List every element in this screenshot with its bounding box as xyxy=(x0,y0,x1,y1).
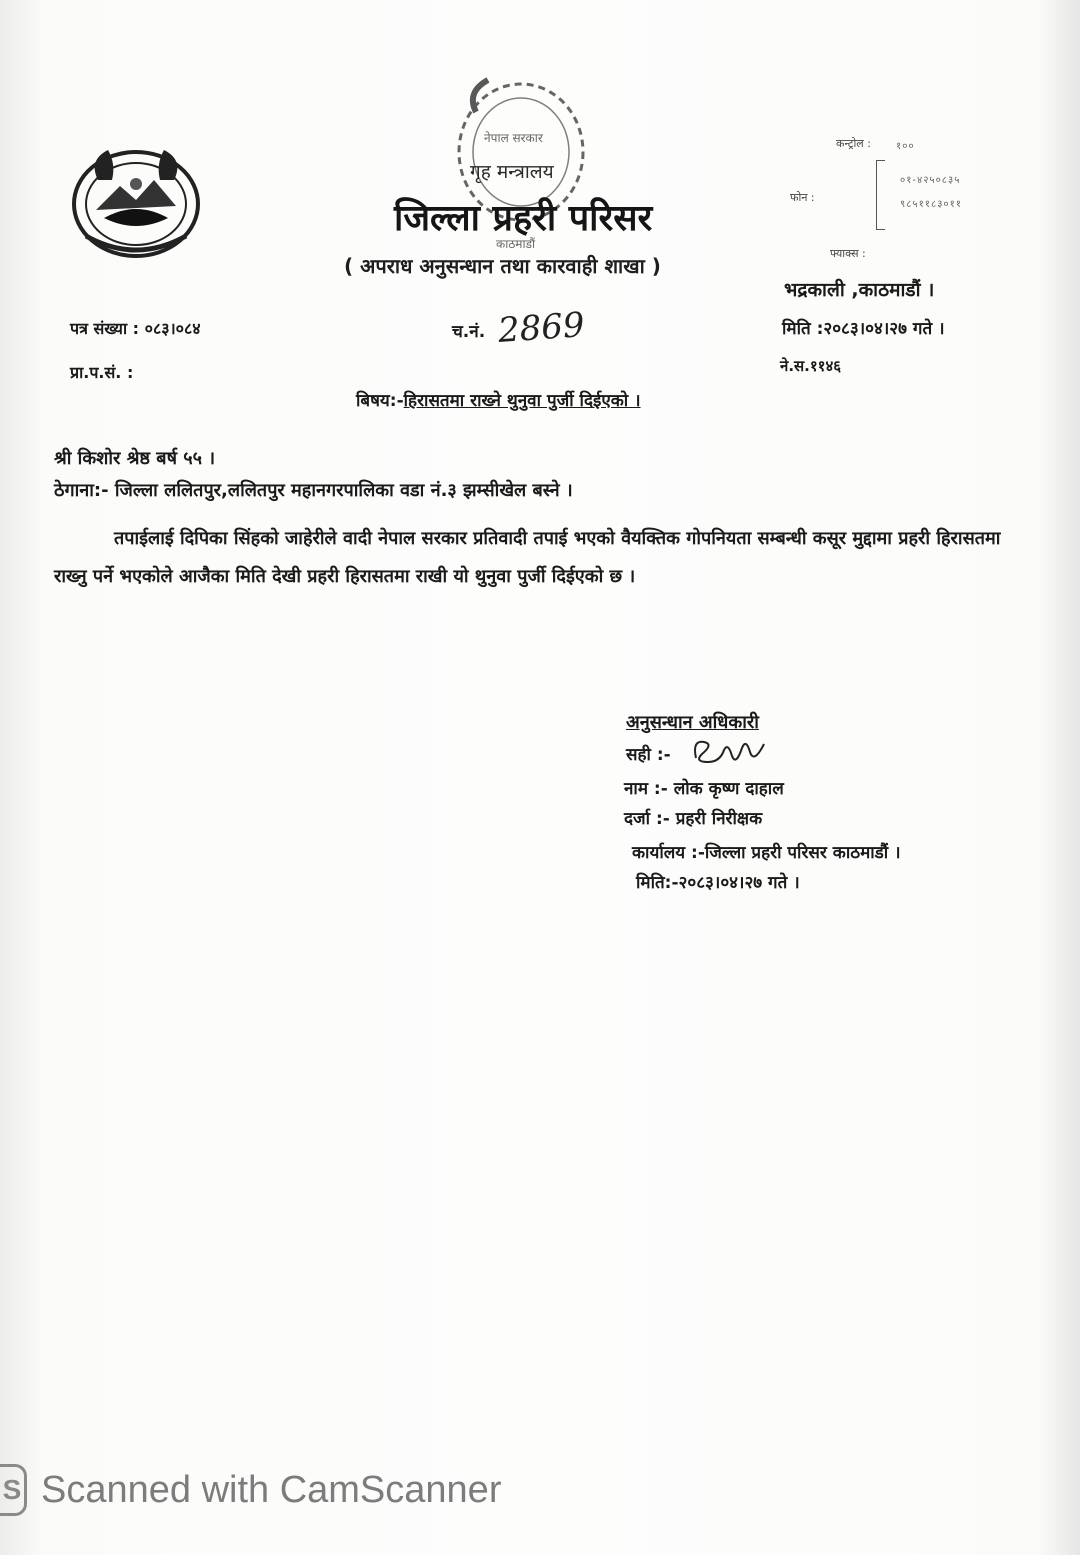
stamp-text-top: नेपाल सरकार xyxy=(484,131,543,145)
office-title: जिल्ला प्रहरी परिसर xyxy=(394,198,653,239)
reference-number: पत्र संख्या : ०८३।०८४ xyxy=(70,319,201,338)
extension-value: १०० xyxy=(896,141,915,152)
camscanner-logo-icon: S xyxy=(0,1464,27,1516)
subject-line xyxy=(356,388,641,411)
previous-reference: प्रा.प.सं. : xyxy=(70,363,134,382)
branch-name: ( अपराध अनुसन्धान तथा कारवाही शाखा ) xyxy=(344,254,661,278)
handwritten-signature xyxy=(690,732,770,772)
office-address: भद्रकाली ,काठमाडौं । xyxy=(784,279,935,301)
phone-number-1: ०१-४२५०८३५ xyxy=(900,175,961,186)
camscanner-text: Scanned with CamScanner xyxy=(41,1468,502,1511)
dispatch-label: च.नं. xyxy=(452,322,486,342)
recipient-name: श्री किशोर श्रेष्ठ बर्ष ५५ । xyxy=(54,448,216,469)
nepal-emblem-logo xyxy=(68,140,204,260)
dispatch-number-handwritten: 2869 xyxy=(496,305,586,351)
ministry-name: गृह मन्त्रालय xyxy=(470,161,554,183)
letter-date: मिति :२०८३।०४।२७ गते । xyxy=(782,319,945,339)
camscanner-watermark xyxy=(0,1462,501,1518)
phone-bracket xyxy=(876,160,885,230)
phone-label: फोन : xyxy=(790,191,815,204)
signatory-name: नाम :- लोक कृष्ण दाहाल xyxy=(624,779,784,799)
subject-text: हिरासतमा राख्ने थुनुवा पुर्जी दिईएको । xyxy=(403,391,641,411)
signatory-rank: दर्जा :- प्रहरी निरीक्षक xyxy=(624,809,763,829)
phone-number-2: ९८५११८३०११ xyxy=(900,199,962,210)
signatory-office: कार्यालय :-जिल्ला प्रहरी परिसर काठमाडौं । xyxy=(632,843,901,863)
nepal-sambat-date: ने.स.११४६ xyxy=(780,357,842,375)
signatory-title: अनुसन्धान अधिकारी xyxy=(626,712,759,733)
stamp-text-bottom: काठमाडौं xyxy=(496,237,536,251)
letter-body: तपाईलाई दिपिका सिंहको जाहेरीले वादी नेपाल सरकार प्रतिवादी तपाई भएको वैयक्तिक गोपनियता सम्बन्धी कसूर मुद्दामा प्रहरी हिरासतमा राख्नु पर्ने भएकोले आजैका मिति देखी प्रहरी हिरासतमा राखी यो थुनुवा पुर्जी दिईएको छ । xyxy=(54,528,1001,587)
signature-label: सही :- xyxy=(626,745,671,765)
signatory-date: मिति:-२०८३।०४।२७ गते । xyxy=(636,873,800,893)
subject-label: बिषय:- xyxy=(356,391,404,411)
fax-label: फ्याक्स : xyxy=(830,247,866,260)
recipient-address: ठेगाना:- जिल्ला ललितपुर,ललितपुर महानगरपालिका वडा नं.३ झम्सीखेल बस्ने । xyxy=(54,480,573,501)
extension-label: कन्ट्रोल : xyxy=(836,137,871,150)
